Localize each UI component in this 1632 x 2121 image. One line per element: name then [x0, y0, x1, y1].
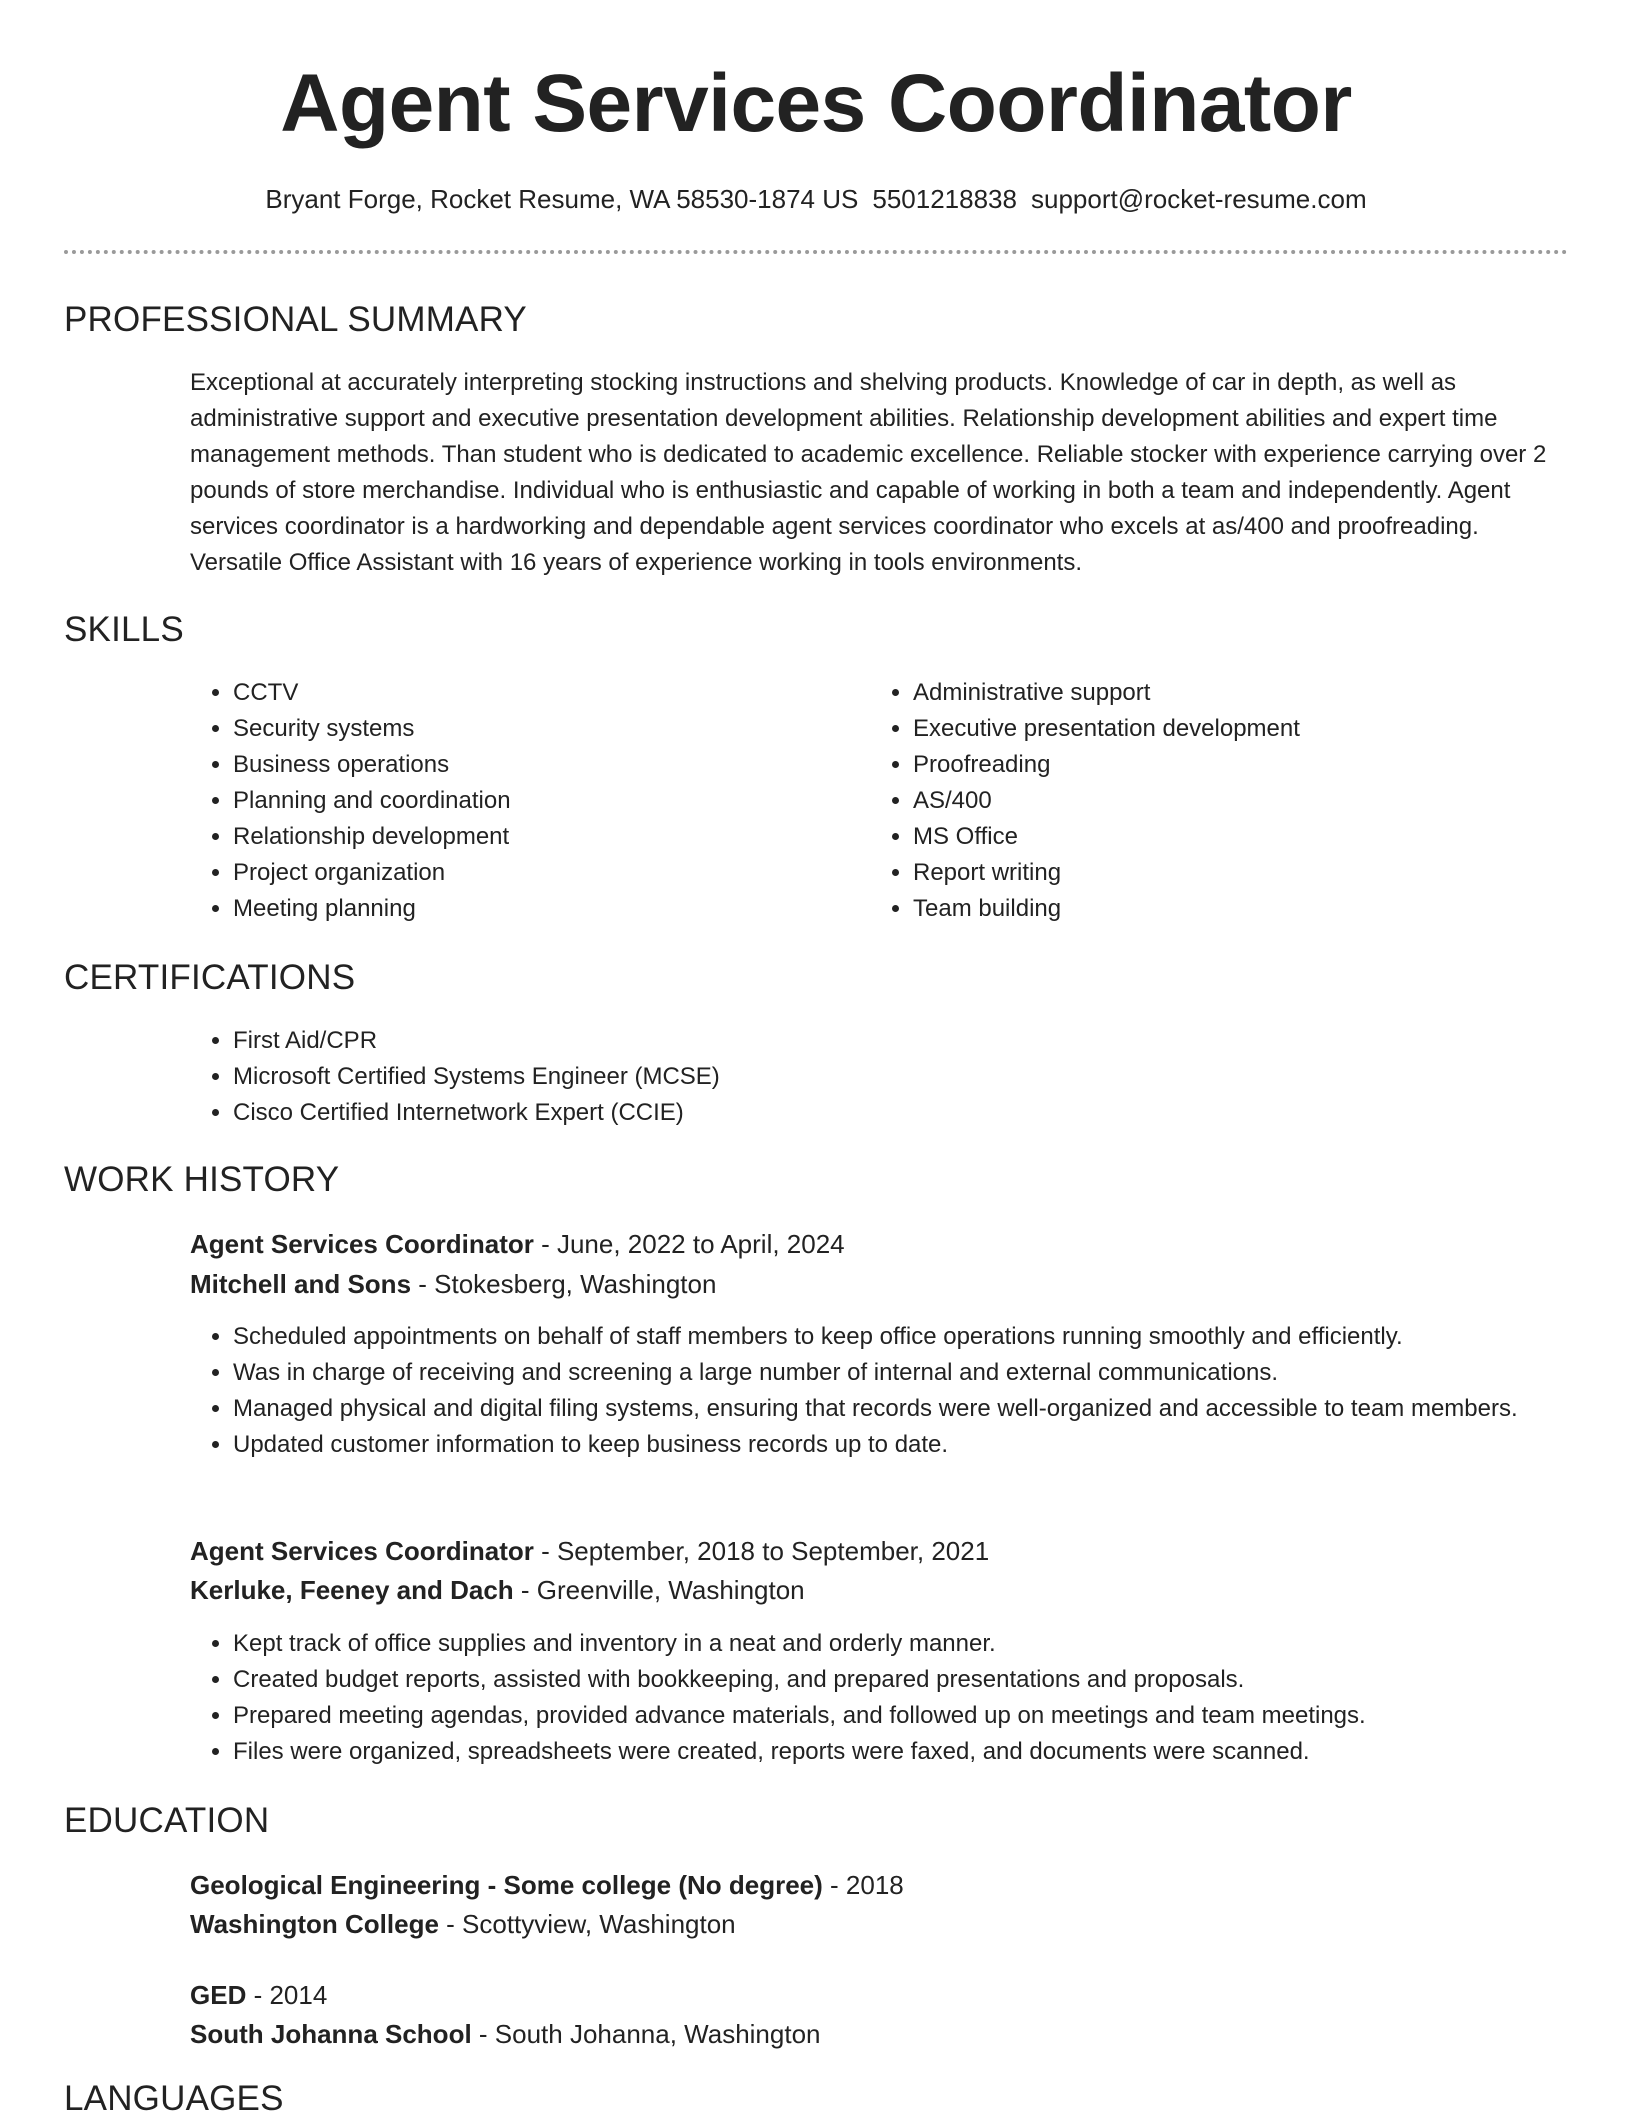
languages-heading: LANGUAGES: [64, 2079, 284, 2118]
education-school: South Johanna School: [190, 2019, 472, 2049]
header-divider: [64, 250, 1568, 254]
job-bullet: • Kept track of office supplies and inventory in a neat and orderly manner.: [233, 1626, 1563, 1662]
job-company: Kerluke, Feeney and Dach: [190, 1575, 514, 1605]
education-year: - 2014: [246, 1980, 328, 2010]
job-bullet: • Updated customer information to keep business records up to date.: [233, 1427, 1563, 1463]
skill-item: • AS/400: [913, 783, 1563, 819]
job-title-line: [190, 1225, 845, 1263]
skill-item: • Report writing: [913, 855, 1563, 891]
job-bullet: • Managed physical and digital filing systems, ensuring that records were well-organized and accessible to team members.: [233, 1391, 1563, 1427]
job-bullet: • Scheduled appointments on behalf of staff members to keep office operations running smoothly and efficiently.: [233, 1319, 1563, 1355]
job-location: - Stokesberg, Washington: [411, 1269, 717, 1299]
certifications-heading: CERTIFICATIONS: [64, 958, 356, 997]
skill-item: • Team building: [913, 891, 1563, 927]
education-school-line: [190, 1905, 736, 1943]
job-dates: - September, 2018 to September, 2021: [533, 1536, 990, 1566]
contact-address: Bryant Forge, Rocket Resume, WA 58530-1874 US: [265, 184, 859, 214]
job-title: Agent Services Coordinator: [190, 1536, 534, 1566]
job-company: Mitchell and Sons: [190, 1269, 412, 1299]
education-degree-line: [190, 1866, 904, 1904]
education-heading: EDUCATION: [64, 1801, 270, 1840]
skill-item: • Planning and coordination: [233, 783, 833, 819]
education-degree: Geological Engineering - Some college (No degree): [190, 1870, 823, 1900]
work-history-heading: WORK HISTORY: [64, 1160, 340, 1199]
contact-phone: 5501218838: [872, 184, 1017, 214]
job-bullet: • Created budget reports, assisted with bookkeeping, and prepared presentations and proposals.: [233, 1662, 1563, 1698]
education-location: - South Johanna, Washington: [471, 2019, 821, 2049]
contact-email: support@rocket-resume.com: [1030, 184, 1367, 214]
job-title: Agent Services Coordinator: [190, 1229, 534, 1259]
certification-item: • First Aid/CPR: [233, 1023, 1533, 1059]
skill-item: • MS Office: [913, 819, 1563, 855]
skills-heading: SKILLS: [64, 610, 184, 649]
certification-item: • Microsoft Certified Systems Engineer (MCSE): [233, 1059, 1533, 1095]
resume-name: Agent Services Coordinator: [280, 58, 1352, 149]
certification-item: • Cisco Certified Internetwork Expert (CCIE): [233, 1095, 1533, 1131]
skill-item: • Relationship development: [233, 819, 833, 855]
skill-item: • Business operations: [233, 747, 833, 783]
education-degree-line: [190, 1976, 327, 2014]
job-bullet: • Was in charge of receiving and screening a large number of internal and external communications.: [233, 1355, 1563, 1391]
job-bullets: [190, 1626, 1563, 1770]
skills-list-right: [870, 675, 1563, 927]
education-school-line: [190, 2015, 821, 2053]
contact-line: [0, 182, 1632, 216]
education-school: Washington College: [190, 1909, 439, 1939]
job-company-line: [190, 1571, 805, 1609]
job-bullet: • Prepared meeting agendas, provided advance materials, and followed up on meetings and team meetings.: [233, 1698, 1563, 1734]
job-dates: - June, 2022 to April, 2024: [533, 1229, 845, 1259]
skill-item: • Proofreading: [913, 747, 1563, 783]
education-year: - 2018: [822, 1870, 904, 1900]
summary-heading: PROFESSIONAL SUMMARY: [64, 300, 527, 339]
skills-list-left: [190, 675, 833, 927]
summary-text: Exceptional at accurately interpreting stocking instructions and shelving products. Knowledge of car in depth, as well as administrative support and executive presentation development abilities. Relationship development abilities and expert time management methods. Than student who is dedicated to academic excellence. Reliable stocker with experience carrying over 2 pounds of store merchandise. Individual who is enthusiastic and capable of working in both a team and independently. Agent services coordinator is a hardworking and dependable agent services coordinator who excels at as/400 and proofreading. Versatile Office Assistant with 16 years of experience working in tools environments.: [190, 369, 1547, 576]
certifications-list: [190, 1023, 1533, 1131]
skill-item: • Security systems: [233, 711, 833, 747]
skill-item: • Meeting planning: [233, 891, 833, 927]
skill-item: • Executive presentation development: [913, 711, 1563, 747]
education-degree: GED: [190, 1980, 247, 2010]
job-bullets: [190, 1319, 1563, 1463]
education-location: - Scottyview, Washington: [438, 1909, 736, 1939]
skill-item: • Project organization: [233, 855, 833, 891]
job-bullet: • Files were organized, spreadsheets were created, reports were faxed, and documents were scanned.: [233, 1734, 1563, 1770]
job-company-line: [190, 1265, 716, 1303]
skill-item: • CCTV: [233, 675, 833, 711]
job-title-line: [190, 1532, 989, 1570]
skill-item: • Administrative support: [913, 675, 1563, 711]
job-location: - Greenville, Washington: [513, 1575, 805, 1605]
